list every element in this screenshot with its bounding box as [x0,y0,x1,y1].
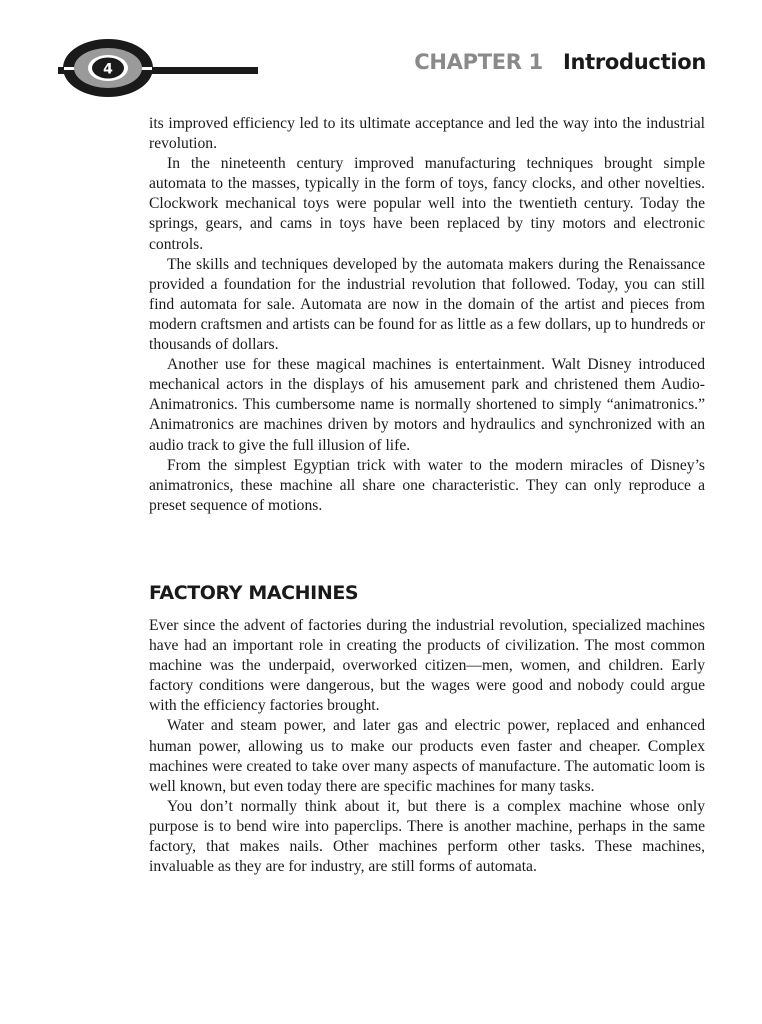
page-number: 4 [103,61,113,78]
page-badge-graphic [58,37,258,99]
intro-text-block [149,114,705,516]
paragraph: The skills and techniques developed by the automata makers during the Renaissance provided a foundation for the industrial revolution that followed. Today, you can still find automata for sale. Automata are now in the domain of the artist and pieces from modern craftsmen and artists can be found for as little as a few dollars, up to hundreds or thousands of dollars. [149,255,705,354]
paragraph: Ever since the advent of factories during the industrial revolution, specialized machines have had an important role in creating the products of civilization. The most common machine was the underpaid, overworked citizen—men, women, and children. Early factory conditions were dangerous, but the wages were good and nobody could argue with the efficiency factories brought. [149,617,705,715]
paragraph: From the simplest Egyptian trick with water to the modern miracles of Disney’s animatronics, these machine all share one characteristic. They can only reproduce a preset sequence of motions. [149,456,705,514]
chapter-label: CHAPTER 1 [414,50,543,74]
paragraph: its improved efficiency led to its ultimate acceptance and led the way into the industrial revolution. [149,115,705,153]
paragraph: You don’t normally think about it, but there is a complex machine whose only purpose is to bend wire into paperclips. There is another machine, perhaps in the same factory, that makes nails. Other machines perform other tasks. These machines, invaluable as they are for industry, are still forms of automata. [149,797,705,876]
paragraph: Water and steam power, and later gas and electric power, replaced and enhanced human power, allowing us to make our products even faster and cheaper. Complex machines were created to take over many aspects of manufacture. The automatic loom is well known, but even today there are specific machines for many tasks. [149,717,705,795]
page-number-badge [58,37,258,99]
section-heading: FACTORY MACHINES [149,582,359,604]
chapter-title: Introduction [562,50,706,74]
paragraph: Another use for these magical machines is entertainment. Walt Disney introduced mechanical actors in the displays of his amusement park and christened them Audio-Animatronics. This cumbersome name is normally shortened to simply “animatronics.” Animatronics are machines driven by motors and hydraulics and synchronized with an audio track to give the full illusion of life. [149,356,705,454]
running-head [414,50,706,74]
paragraph: In the nineteenth century improved manufacturing techniques brought simple automata to the masses, typically in the form of toys, fancy clocks, and other novelties. Clockwork mechanical toys were popular well into the twentieth century. Today the springs, gears, and cams in toys have been replaced by tiny motors and electronic controls. [149,155,705,253]
section-text-block [149,616,705,877]
